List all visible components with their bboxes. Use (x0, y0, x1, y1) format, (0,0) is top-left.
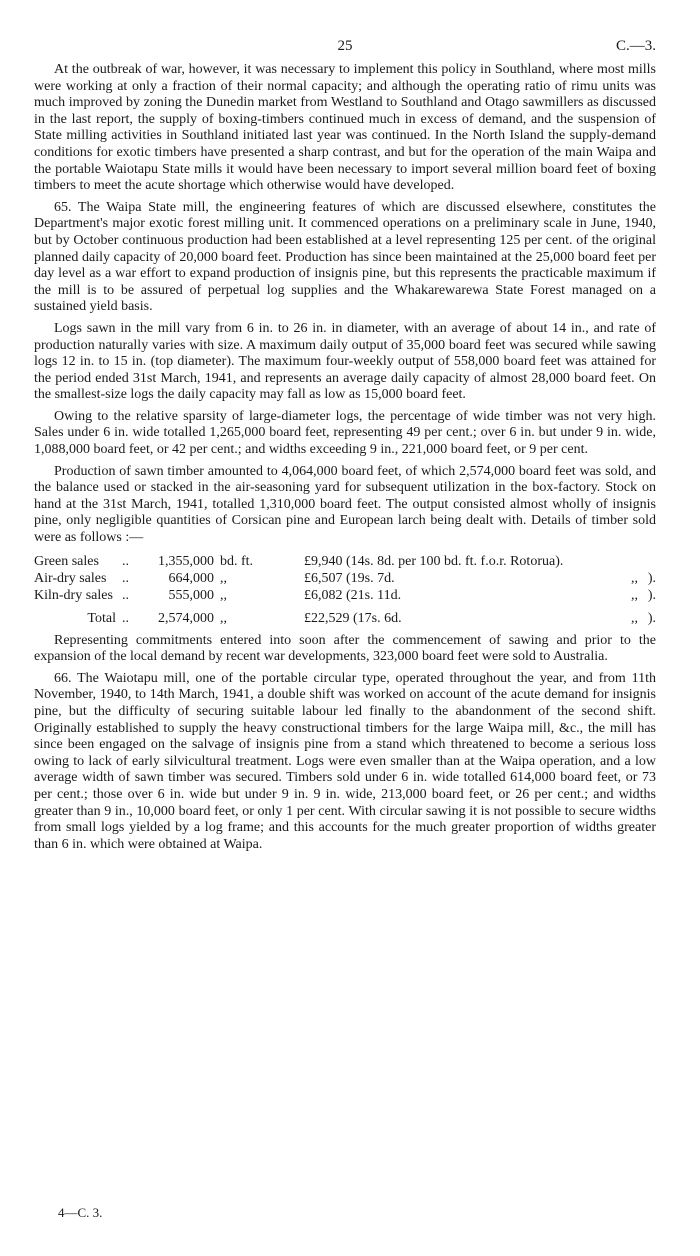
ditto-mark: ,, (631, 587, 639, 603)
row-quantity: 1,355,000 (158, 553, 214, 569)
paragraph-australia-sales: Representing commitments entered into soon after the commencement of sawing and prior to the expansion of the local demand by recent war developments, 323,000 board feet were sold to Australia. (34, 632, 656, 665)
ditto-mark: ,, (631, 570, 639, 586)
row-close: ). (647, 570, 656, 586)
paragraph-65: 65. The Waipa State mill, the engineering features of which are discussed elsewhere, constitutes the Department's major exotic forest milling unit. It commenced operations on a preliminary scale in June, 1940, but by October continuous production had been established at a level representing 125 per cent. of the original planned daily capacity of 20,000 board feet. Production has since been maintained at the 25,000 board feet per day level as a war effort to expand production of insignis pine, but this represents the practicable maximum if the mill is to be assured of perpetual log supplies and the Whakarewarewa State Forest managed on a sustained yield basis. (34, 199, 656, 315)
page-number: 25 (337, 38, 353, 54)
row-unit: ,, (220, 570, 227, 586)
row-value: £9,940 (14s. 8d. per 100 bd. ft. f.o.r. Rotorua). (304, 553, 564, 569)
page-footer-signature: 4—C. 3. (58, 1205, 103, 1220)
table-row (34, 570, 656, 587)
row-label: Air-dry sales (34, 570, 107, 586)
total-label: Total (87, 610, 116, 626)
row-value: £6,507 (19s. 7d. (304, 570, 395, 586)
row-value: £6,082 (21s. 11d. (304, 587, 402, 603)
row-close: ). (647, 587, 656, 603)
row-label: Kiln-dry sales (34, 587, 113, 603)
row-unit: ,, (220, 587, 227, 603)
row-close: ). (647, 610, 656, 626)
leader-dots: .. (122, 553, 129, 569)
leader-dots: .. (122, 610, 129, 626)
row-label: Green sales (34, 553, 99, 569)
total-quantity: 2,574,000 (158, 610, 214, 626)
page-header (34, 38, 656, 62)
row-quantity: 664,000 (168, 570, 214, 586)
table-row (34, 587, 656, 604)
table-row (34, 553, 656, 570)
paragraph-continuation: At the outbreak of war, however, it was necessary to implement this policy in Southland, where most mills were working at only a fraction of their normal capacity; and although the operating ratio of rimu units was much improved by zoning the Dunedin market from Westland to Southland and Otago sawmillers as discussed in the last report, the supply of boxing-timbers continued much in excess of demand, and the suspension of State milling activities in Southland initiated last year was continued. In the North Island the supply-demand conditions for exotic timbers have presented a sharp contrast, and but for the operation of the main Waipa and the portable Waiotapu State mills it would have been necessary to import several million board feet of boxing timbers to meet the acute shortage which otherwise would have developed. (34, 62, 656, 194)
paragraph-wide-timber: Owing to the relative sparsity of large-diameter logs, the percentage of wide timber was not very high. Sales under 6 in. wide totalled 1,265,000 board feet, representing 49 per cent.; over 6 in. but under 9 in. wide, 1,088,000 board feet, or 42 per cent.; and widths exceeding 9 in., 221,000 board feet, or 9 per cent. (34, 408, 656, 458)
leader-dots: .. (122, 587, 129, 603)
paragraph-66: 66. The Waiotapu mill, one of the portable circular type, operated throughout the year, and from 11th November, 1940, to 14th March, 1941, a double shift was worked on account of the acute demand for insignis pine, but the difficulty of securing suitable labour led finally to the abandonment of the second shift. Originally established to supply the heavy constructional timbers for the large Waipa mill, &c., the mill has since been engaged on the salvage of insignis pine from a stand which threatened to become a serious loss owing to lack of early silvicultural treatment. Logs were even smaller than at the Waipa operation, and a low average width of sawn timber was secured. Timbers sold under 6 in. wide totalled 614,000 board feet, or 73 per cent.; those over 6 in. wide but under 9 in. 9 in. wide, 213,000 board feet, or 26 per cent.; and widths greater than 9 in., 10,000 board feet, or only 1 per cent. With circular sawing it is not possible to secure widths from small logs yielded by a log frame; and this accounts for the much greater proportion of widths greater than 6 in. which were obtained at Waipa. (34, 670, 656, 852)
ditto-mark: ,, (631, 610, 639, 626)
paragraph-logs-sawn: Logs sawn in the mill vary from 6 in. to 26 in. in diameter, with an average of about 14 in., and rate of production naturally varies with size. A maximum daily output of 35,000 board feet was secured while sawing logs 12 in. to 15 in. (top diameter). The maximum four-weekly output of 558,000 board feet was attained for the period ended 31st March, 1941, and represents an average daily capacity of almost 28,000 board feet. On the smallest-size logs the daily capacity may fall as low as 15,000 board feet. (34, 320, 656, 403)
timber-sales-table (34, 553, 656, 627)
paragraph-production: Production of sawn timber amounted to 4,064,000 board feet, of which 2,574,000 board feet was sold, and the balance used or stacked in the air-seasoning yard for subsequent utilization in the box-factory. Stock on hand at the 31st March, 1941, totalled 1,310,000 board feet. The output consisted almost wholly of insignis pine, only negligible quantities of Corsican pine and European larch being dealt with. Details of timber sold were as follows :— (34, 463, 656, 546)
document-page (34, 38, 656, 858)
row-quantity: 555,000 (168, 587, 214, 603)
table-total-row (34, 604, 656, 627)
total-value: £22,529 (17s. 6d. (304, 610, 402, 626)
total-unit: ,, (220, 610, 227, 626)
row-unit: bd. ft. (220, 553, 254, 569)
leader-dots: .. (122, 570, 129, 586)
document-reference: C.—3. (615, 38, 656, 54)
